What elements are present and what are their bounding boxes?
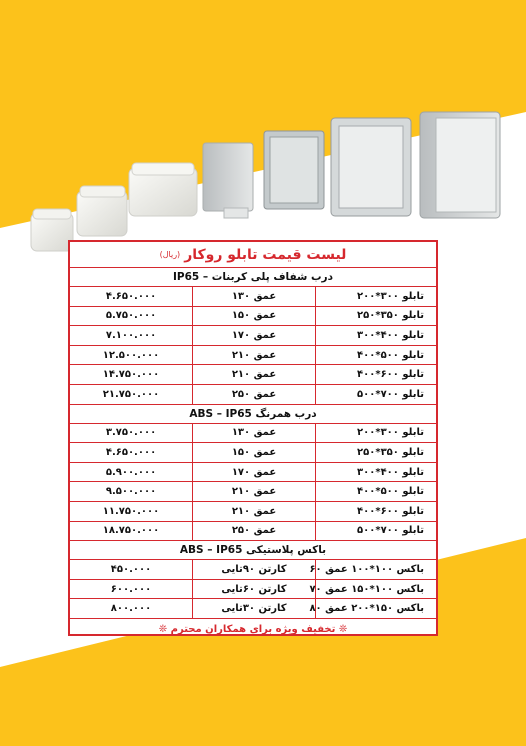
price-cell: ۱۴.۷۵۰.۰۰۰ <box>70 365 193 384</box>
table-row <box>70 326 436 346</box>
price-cell: ۴۵۰.۰۰۰ <box>70 560 193 579</box>
table-row <box>70 443 436 463</box>
depth-cell: عمق ۲۱۰ <box>193 365 316 384</box>
depth-cell: عمق ۱۷۰ <box>193 326 316 345</box>
junction-box-medium <box>77 186 127 236</box>
price-cell: ۸۰۰.۰۰۰ <box>70 599 193 618</box>
product-name-cell: تابلو ۳۰۰*۲۰۰ <box>357 290 424 302</box>
enclosure-abs-small <box>203 143 253 218</box>
product-name-cell: باکس ۱۰۰*۱۵۰ عمق ۷۰ <box>309 583 424 595</box>
depth-cell: عمق ۱۵۰ <box>193 443 316 462</box>
product-name-cell: تابلو ۷۰۰*۵۰۰ <box>357 525 424 537</box>
product-name-cell: تابلو ۳۵۰*۲۵۰ <box>357 310 424 322</box>
price-cell: ۲۱.۷۵۰.۰۰۰ <box>70 385 193 404</box>
product-name-cell: تابلو ۷۰۰*۵۰۰ <box>357 388 424 400</box>
product-name-cell: تابلو ۴۰۰*۳۰۰ <box>357 329 424 341</box>
price-cell: ۱۲.۵۰۰.۰۰۰ <box>70 346 193 365</box>
price-list-currency: (ریال) <box>159 250 181 259</box>
section-heading-polycarbonate: درب شفاف پلی کربنات – IP65 <box>70 268 436 287</box>
table-row <box>70 482 436 502</box>
carton-cell: کارتن ۹۰تایی <box>193 560 316 579</box>
product-name-cell: تابلو ۳۵۰*۲۵۰ <box>357 446 424 458</box>
depth-cell: عمق ۲۵۰ <box>193 522 316 541</box>
price-list-title: لیست قیمت تابلو روکار <box>184 246 347 263</box>
section-heading-abs-door: درب همرنگ ABS – IP65 <box>70 405 436 424</box>
carton-cell: کارتن ۳۰تایی <box>193 599 316 618</box>
price-cell: ۱۱.۷۵۰.۰۰۰ <box>70 502 193 521</box>
table-row <box>70 502 436 522</box>
depth-cell: عمق ۲۱۰ <box>193 482 316 501</box>
depth-cell: عمق ۲۵۰ <box>193 385 316 404</box>
depth-cell: عمق ۲۱۰ <box>193 346 316 365</box>
table-row <box>70 580 436 600</box>
table-row <box>70 560 436 580</box>
price-cell: ۱۸.۷۵۰.۰۰۰ <box>70 522 193 541</box>
enclosure-clear-door-large <box>331 118 411 216</box>
price-cell: ۵.۹۰۰.۰۰۰ <box>70 463 193 482</box>
depth-cell: عمق ۱۳۰ <box>193 287 316 306</box>
price-cell: ۵.۷۵۰.۰۰۰ <box>70 307 193 326</box>
price-list-table <box>68 240 438 636</box>
price-cell: ۶۰۰.۰۰۰ <box>70 580 193 599</box>
table-row <box>70 463 436 483</box>
section-heading-plastic-box: باکس پلاستیکی ABS – IP65 <box>70 541 436 560</box>
price-cell: ۴.۶۵۰.۰۰۰ <box>70 443 193 462</box>
product-name-cell: تابلو ۴۰۰*۳۰۰ <box>357 466 424 478</box>
product-name-cell: تابلو ۵۰۰*۴۰۰ <box>357 486 424 498</box>
depth-cell: عمق ۱۵۰ <box>193 307 316 326</box>
discount-note: ❊ تخفیف ویژه برای همکاران محترم ❊ <box>158 624 348 636</box>
table-row <box>70 385 436 405</box>
depth-cell: عمق ۱۷۰ <box>193 463 316 482</box>
table-row <box>70 287 436 307</box>
table-row <box>70 522 436 542</box>
product-name-cell: تابلو ۶۰۰*۴۰۰ <box>357 505 424 517</box>
product-name-cell: باکس ۱۰۰*۱۰۰ عمق ۶۰ <box>309 563 424 575</box>
price-cell: ۷.۱۰۰.۰۰۰ <box>70 326 193 345</box>
price-cell: ۹.۵۰۰.۰۰۰ <box>70 482 193 501</box>
depth-cell: عمق ۲۱۰ <box>193 502 316 521</box>
enclosure-abs-large <box>420 112 500 218</box>
junction-box-small <box>31 209 73 251</box>
price-list-title-row <box>70 242 436 268</box>
enclosure-clear-door <box>264 131 324 209</box>
table-row <box>70 365 436 385</box>
product-name-cell: تابلو ۶۰۰*۴۰۰ <box>357 369 424 381</box>
carton-cell: کارتن ۶۰تایی <box>193 580 316 599</box>
product-name-cell: تابلو ۵۰۰*۴۰۰ <box>357 349 424 361</box>
table-row <box>70 346 436 366</box>
price-cell: ۳.۷۵۰.۰۰۰ <box>70 424 193 443</box>
product-name-cell: باکس ۱۵۰*۲۰۰ عمق ۸۰ <box>309 603 424 615</box>
table-row <box>70 307 436 327</box>
depth-cell: عمق ۱۳۰ <box>193 424 316 443</box>
price-cell: ۴.۶۵۰.۰۰۰ <box>70 287 193 306</box>
product-name-cell: تابلو ۳۰۰*۲۰۰ <box>357 427 424 439</box>
table-row <box>70 599 436 619</box>
junction-box-large <box>129 163 197 216</box>
table-row <box>70 424 436 444</box>
